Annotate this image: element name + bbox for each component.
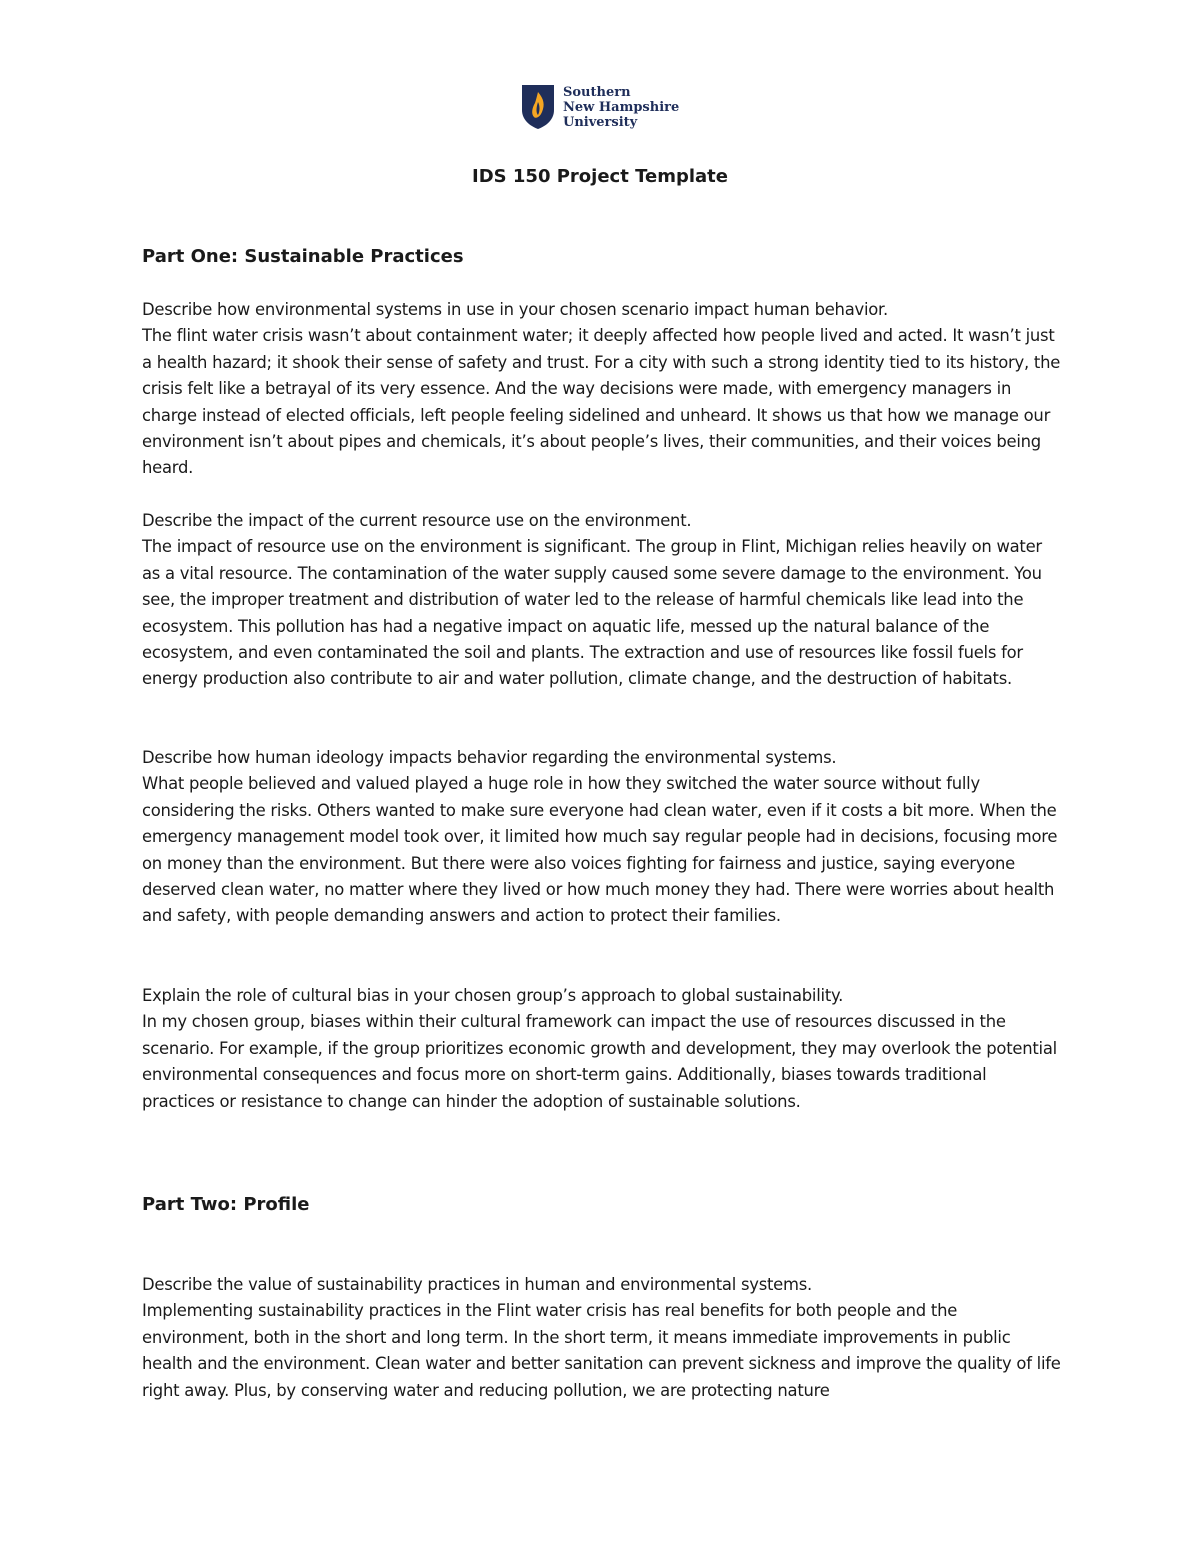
answer-text: In my chosen group, biases within their cultural framework can impact the use of resources discussed in the scenario. For example, if the group prioritizes economic growth and development, they may overlook the potential environmental consequences and focus more on short-term gains. Additionally, biases towards traditional practices or resistance to change can hinder the adoption of sustainable solutions.	[142, 1012, 1057, 1111]
answer-text: The flint water crisis wasn’t about containment water; it deeply affected how people lived and acted. It wasn’t just a health hazard; it shook their sense of safety and trust. For a city with such a strong identity tied to its history, the crisis felt like a betrayal of its very essence. And the way decisions were made, with emergency managers in charge instead of elected officials, left people feeling sidelined and unheard. It shows us that how we manage our environment isn’t about pipes and chemicals, it’s about people’s lives, their communities, and their voices being heard.	[142, 326, 1061, 478]
logo-line-3: University	[563, 115, 638, 130]
part-one-heading: Part One: Sustainable Practices	[142, 246, 464, 267]
question-text: Describe how human ideology impacts behavior regarding the environmental systems.	[142, 748, 837, 767]
part-one-section-3	[142, 745, 1062, 930]
question-text: Describe the value of sustainability practices in human and environmental systems.	[142, 1275, 812, 1294]
logo-line-1: Southern	[563, 85, 631, 100]
logo-line-2: New Hampshire	[563, 100, 680, 115]
part-two-section-1	[142, 1272, 1062, 1404]
answer-text: What people believed and valued played a huge role in how they switched the water source without fully considering the risks. Others wanted to make sure everyone had clean water, even if it costs a bit more. When the emergency management model took over, it limited how much say regular people had in decisions, focusing more on money than the environment. But there were also voices fighting for fairness and justice, saying everyone deserved clean water, no matter where they lived or how much money they had. There were worries about health and safety, with people demanding answers and action to protect their families.	[142, 774, 1058, 926]
university-logo	[521, 84, 691, 132]
part-one-section-2	[142, 508, 1062, 693]
question-text: Explain the role of cultural bias in your chosen group’s approach to global sustainability.	[142, 986, 844, 1005]
question-text: Describe how environmental systems in use in your chosen scenario impact human behavior.	[142, 300, 888, 319]
question-text: Describe the impact of the current resource use on the environment.	[142, 511, 692, 530]
part-one-section-4	[142, 983, 1062, 1115]
document-title: IDS 150 Project Template	[472, 166, 728, 187]
answer-text: The impact of resource use on the environment is significant. The group in Flint, Michigan relies heavily on water as a vital resource. The contamination of the water supply caused some severe damage to the environment. You see, the improper treatment and distribution of water led to the release of harmful chemicals like lead into the ecosystem. This pollution has had a negative impact on aquatic life, messed up the natural balance of the ecosystem, and even contaminated the soil and plants. The extraction and use of resources like fossil fuels for energy production also contribute to air and water pollution, climate change, and the destruction of habitats.	[142, 537, 1042, 689]
answer-text: Implementing sustainability practices in the Flint water crisis has real benefits for both people and the environment, both in the short and long term. In the short term, it means immediate improvements in public health and the environment. Clean water and better sanitation can prevent sickness and improve the quality of life right away. Plus, by conserving water and reducing pollution, we are protecting nature	[142, 1301, 1061, 1400]
university-name	[563, 85, 679, 130]
part-one-section-1	[142, 297, 1062, 482]
shield-flame-icon	[521, 84, 555, 130]
part-two-heading: Part Two: Profile	[142, 1194, 310, 1215]
